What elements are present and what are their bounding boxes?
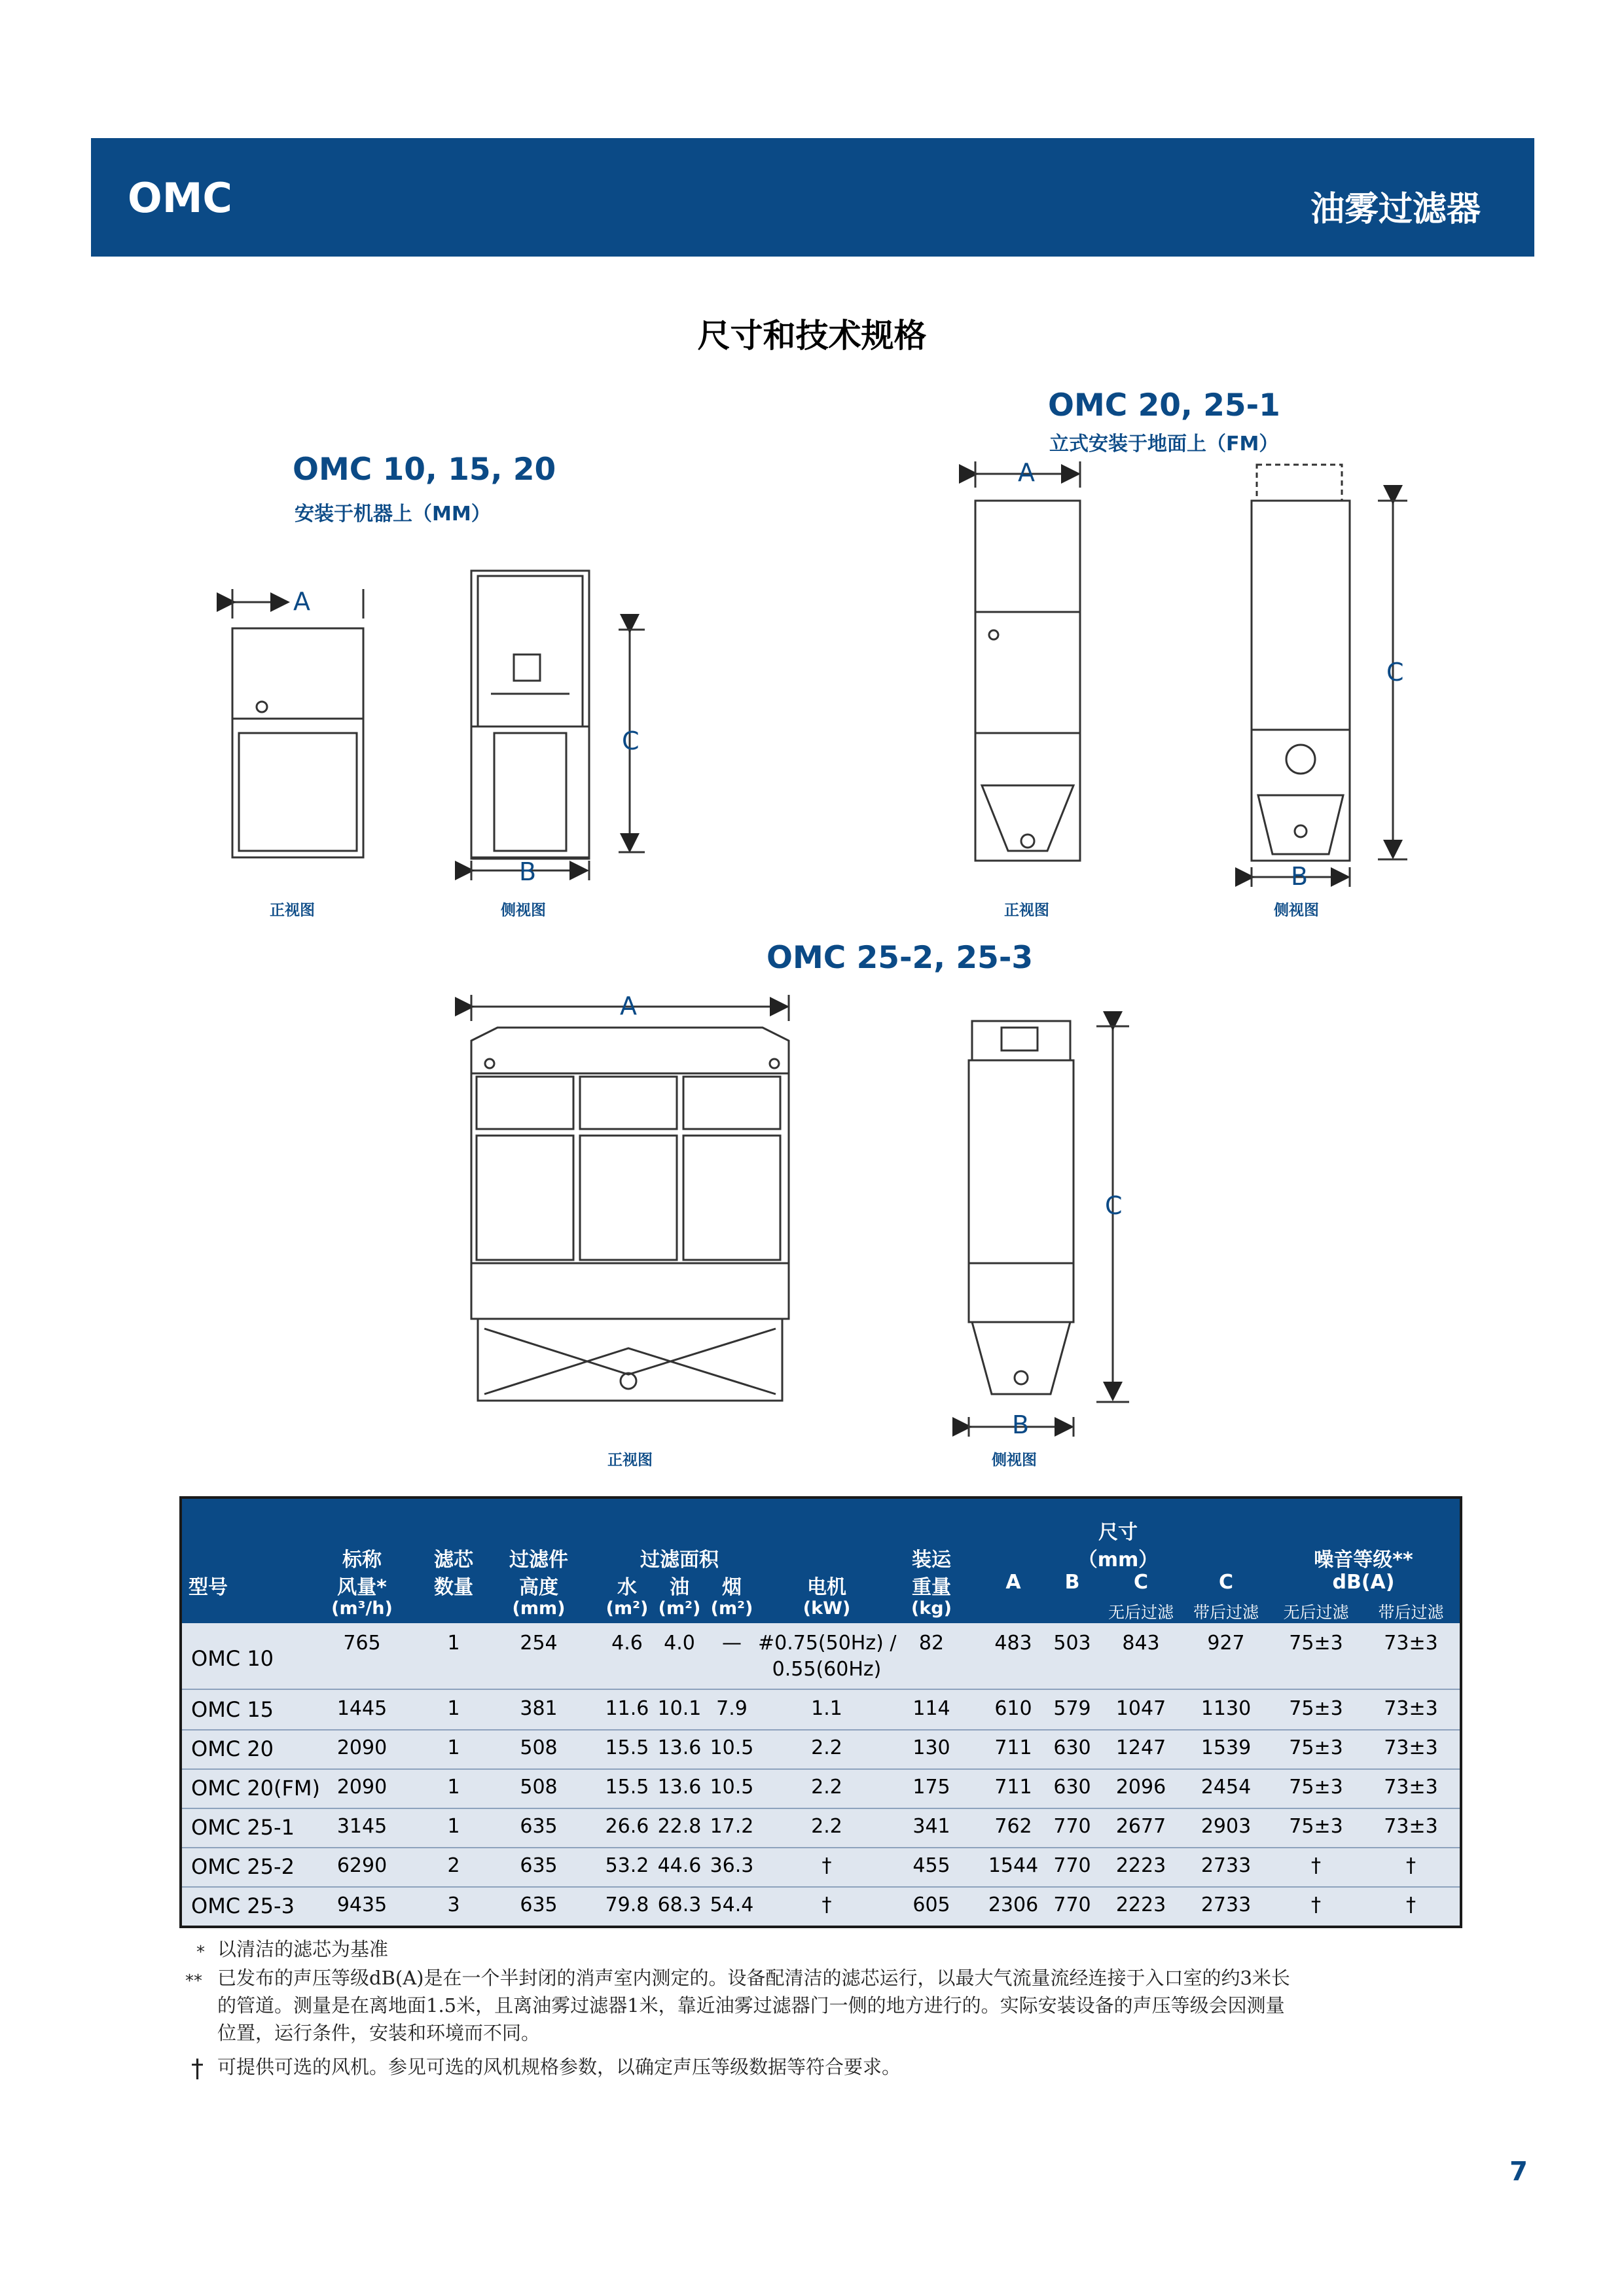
cell-weight: 455 — [912, 1854, 950, 1877]
cell-airflow: 765 — [343, 1632, 381, 1655]
footnote-3: 可提供可选的风机。参见可选的风机规格参数，以确定声压等级数据等符合要求。 — [217, 2056, 901, 2078]
cell-oil: 22.8 — [657, 1815, 702, 1838]
th-motor-2: (kW) — [803, 1598, 851, 1619]
cell-height: 254 — [520, 1632, 558, 1655]
cell-c2: 2733 — [1200, 1854, 1252, 1877]
cell-smoke: — — [722, 1632, 742, 1655]
group-title-mm: OMC 10, 15, 20 — [293, 452, 556, 488]
cell-n1: 75±3 — [1289, 1776, 1343, 1799]
footnote-2-mark: ** — [185, 1971, 202, 1991]
fm-side-view — [1252, 465, 1350, 861]
cell-oil: 13.6 — [657, 1736, 702, 1759]
cell-motor: 2.2 — [811, 1815, 842, 1838]
cell-c2: 927 — [1207, 1632, 1245, 1655]
cell-model: OMC 20(FM) — [191, 1776, 321, 1801]
cell-filters: 1 — [447, 1697, 460, 1720]
cell-c2: 2903 — [1200, 1815, 1252, 1838]
cell-n2: 73±3 — [1384, 1815, 1438, 1838]
footnote-1-mark: * — [196, 1943, 205, 1962]
cell-oil: 44.6 — [657, 1854, 702, 1877]
category-label: 油雾过滤器 — [1310, 190, 1481, 229]
footnote-2-line-2: 的管道。测量是在离地面1.5米，且离油雾过滤器1米，靠近油雾过滤器门一侧的地方进行的。实际安装设备的声压等级会因测量 — [217, 1994, 1285, 2017]
cell-a: 483 — [994, 1632, 1032, 1655]
cell-motor: 2.2 — [811, 1776, 842, 1799]
cell-n2: † — [1406, 1854, 1416, 1877]
row-divider — [182, 1768, 1460, 1770]
cell-c2: 1130 — [1200, 1697, 1252, 1720]
th-filters-1: 滤芯 — [434, 1549, 473, 1571]
cell-b: 503 — [1053, 1632, 1091, 1655]
cell-oil: 68.3 — [657, 1893, 702, 1916]
footnote-1: 以清洁的滤芯为基准 — [217, 1938, 389, 1960]
cell-height: 508 — [520, 1736, 558, 1759]
th-weight-2: 重量 — [912, 1576, 951, 1599]
cell-model: OMC 25-2 — [191, 1854, 295, 1879]
cell-c1: 2223 — [1115, 1893, 1166, 1916]
dim-b-multi: B — [1012, 1410, 1030, 1439]
table-header — [182, 1499, 1460, 1623]
cell-c1: 2677 — [1115, 1815, 1166, 1838]
cell-c1: 1047 — [1115, 1697, 1166, 1720]
cell-model: OMC 10 — [191, 1646, 274, 1671]
cell-a: 711 — [994, 1736, 1032, 1759]
cell-filters: 1 — [447, 1815, 460, 1838]
cell-smoke: 54.4 — [710, 1893, 754, 1916]
dim-a-multi: A — [620, 992, 637, 1020]
dim-a-fm: A — [1018, 458, 1035, 487]
th-noise-2: dB(A) — [1332, 1571, 1395, 1594]
cell-weight: 82 — [918, 1632, 945, 1655]
mm-front-view — [232, 628, 363, 857]
view-label-fm-front: 正视图 — [1004, 902, 1049, 919]
cell-airflow: 9435 — [336, 1893, 388, 1916]
fm-front-view — [975, 501, 1080, 861]
cell-model: OMC 15 — [191, 1697, 274, 1722]
footnote-2-line-3: 位置，运行条件，安装和环境而不同。 — [217, 2022, 541, 2044]
th-filters-2: 数量 — [434, 1576, 473, 1599]
th-motor-1: 电机 — [807, 1576, 846, 1599]
cell-filters: 2 — [447, 1854, 460, 1877]
th-area: 过滤面积 — [640, 1549, 719, 1571]
row-divider — [182, 1689, 1460, 1690]
page-number: 7 — [1509, 2157, 1528, 2187]
cell-filters: 1 — [447, 1736, 460, 1759]
cell-c2: 2733 — [1200, 1893, 1252, 1916]
cell-water: 53.2 — [605, 1854, 649, 1877]
cell-c1: 843 — [1122, 1632, 1160, 1655]
th-weight-1: 装运 — [912, 1549, 951, 1571]
th-model: 型号 — [189, 1576, 228, 1599]
mm-side-view — [471, 571, 589, 859]
cell-c1: 1247 — [1115, 1736, 1166, 1759]
spec-table — [179, 1496, 1462, 1928]
cell-n2: 73±3 — [1384, 1736, 1438, 1759]
cell-a: 1544 — [988, 1854, 1039, 1877]
footnote-2-line-1: 已发布的声压等级dB(A)是在一个半封闭的消声室内测定的。设备配清洁的滤芯运行，以最大气流量流经连接于入口室的约3米长 — [217, 1967, 1290, 1989]
cell-n1: † — [1311, 1854, 1321, 1877]
cell-weight: 175 — [912, 1776, 950, 1799]
th-area-unit-1: (m²) — [605, 1598, 649, 1619]
cell-filters: 1 — [447, 1632, 460, 1655]
th-col-c2: C — [1218, 1571, 1234, 1594]
cell-motor: 2.2 — [811, 1736, 842, 1759]
cell-n1: 75±3 — [1289, 1736, 1343, 1759]
view-label-multi-front: 正视图 — [607, 1452, 653, 1469]
cell-c1: 2096 — [1115, 1776, 1166, 1799]
group-subtitle-mm: 安装于机器上（MM） — [295, 503, 491, 526]
cell-water: 11.6 — [605, 1697, 649, 1720]
cell-weight: 130 — [912, 1736, 950, 1759]
group-title-multi: OMC 25-2, 25-3 — [767, 940, 1034, 976]
cell-b: 770 — [1053, 1854, 1091, 1877]
brand-label: OMC — [128, 174, 232, 222]
cell-height: 635 — [520, 1815, 558, 1838]
th-noise-with: 带后过滤 — [1378, 1603, 1444, 1622]
cell-filters: 3 — [447, 1893, 460, 1916]
cell-water: 79.8 — [605, 1893, 649, 1916]
dim-c-fm: C — [1386, 658, 1404, 687]
cell-height: 635 — [520, 1893, 558, 1916]
cell-weight: 114 — [912, 1697, 950, 1720]
group-title-fm: OMC 20, 25-1 — [1048, 387, 1280, 423]
cell-oil: 10.1 — [657, 1697, 702, 1720]
cell-smoke: 10.5 — [710, 1776, 754, 1799]
section-title: 尺寸和技术规格 — [697, 317, 927, 355]
th-noise-no: 无后过滤 — [1283, 1603, 1349, 1622]
group-subtitle-fm: 立式安装于地面上（FM） — [1049, 433, 1279, 456]
dim-a-mm: A — [293, 587, 310, 616]
th-height-3: (mm) — [512, 1598, 566, 1619]
cell-b: 630 — [1053, 1736, 1091, 1759]
cell-airflow: 6290 — [336, 1854, 388, 1877]
cell-smoke: 7.9 — [716, 1697, 748, 1720]
th-airflow-2: 风量* — [337, 1576, 387, 1599]
cell-a: 610 — [994, 1697, 1032, 1720]
cell-a: 762 — [994, 1815, 1032, 1838]
cell-motor-2: 0.55(60Hz) — [772, 1658, 882, 1681]
th-area-water: 水 — [617, 1576, 637, 1599]
view-label-multi-side: 侧视图 — [992, 1452, 1037, 1469]
cell-oil: 13.6 — [657, 1776, 702, 1799]
cell-height: 381 — [520, 1697, 558, 1720]
cell-n2: 73±3 — [1384, 1632, 1438, 1655]
cell-motor: #0.75(50Hz) / — [758, 1632, 897, 1655]
cell-n1: † — [1311, 1893, 1321, 1916]
cell-a: 711 — [994, 1776, 1032, 1799]
cell-airflow: 1445 — [336, 1697, 388, 1720]
cell-smoke: 17.2 — [710, 1815, 754, 1838]
cell-smoke: 36.3 — [710, 1854, 754, 1877]
cell-model: OMC 25-1 — [191, 1815, 295, 1840]
dim-b-fm: B — [1291, 862, 1308, 891]
cell-smoke: 10.5 — [710, 1736, 754, 1759]
row-divider — [182, 1847, 1460, 1848]
th-height-1: 过滤件 — [509, 1549, 568, 1571]
th-noise-1: 噪音等级** — [1314, 1549, 1413, 1571]
row-divider — [182, 1886, 1460, 1888]
cell-n1: 75±3 — [1289, 1632, 1343, 1655]
cell-b: 770 — [1053, 1893, 1091, 1916]
view-label-mm-side: 侧视图 — [501, 902, 546, 919]
th-airflow-3: (m³/h) — [331, 1598, 393, 1619]
cell-motor: † — [821, 1854, 832, 1877]
cell-water: 15.5 — [605, 1776, 649, 1799]
cell-c2: 1539 — [1200, 1736, 1252, 1759]
cell-n2: 73±3 — [1384, 1697, 1438, 1720]
cell-motor: 1.1 — [811, 1697, 842, 1720]
th-airflow-1: 标称 — [342, 1549, 382, 1571]
cell-height: 508 — [520, 1776, 558, 1799]
cell-n2: 73±3 — [1384, 1776, 1438, 1799]
th-c-no: 无后过滤 — [1108, 1603, 1174, 1622]
th-col-c1: C — [1133, 1571, 1149, 1594]
th-height-2: 高度 — [519, 1576, 558, 1599]
row-divider — [182, 1808, 1460, 1809]
cell-b: 770 — [1053, 1815, 1091, 1838]
cell-airflow: 2090 — [336, 1776, 388, 1799]
cell-oil: 4.0 — [664, 1632, 695, 1655]
cell-n2: † — [1406, 1893, 1416, 1916]
view-label-fm-side: 侧视图 — [1274, 902, 1319, 919]
th-area-unit-3: (m²) — [710, 1598, 753, 1619]
cell-b: 579 — [1053, 1697, 1091, 1720]
cell-n1: 75±3 — [1289, 1815, 1343, 1838]
dim-c-mm: C — [622, 726, 640, 755]
cell-height: 635 — [520, 1854, 558, 1877]
dim-b-mm: B — [519, 857, 537, 886]
cell-water: 4.6 — [611, 1632, 643, 1655]
cell-n1: 75±3 — [1289, 1697, 1343, 1720]
cell-weight: 341 — [912, 1815, 950, 1838]
row-divider — [182, 1729, 1460, 1731]
th-area-unit-2: (m²) — [658, 1598, 701, 1619]
th-area-smoke: 烟 — [722, 1576, 742, 1599]
cell-a: 2306 — [988, 1893, 1039, 1916]
cell-airflow: 3145 — [336, 1815, 388, 1838]
footnote-3-mark: † — [191, 2054, 204, 2083]
th-size-1: 尺寸 — [1098, 1521, 1138, 1544]
th-weight-3: (kg) — [911, 1598, 952, 1619]
cell-b: 630 — [1053, 1776, 1091, 1799]
multi-side-view — [969, 1021, 1074, 1394]
cell-c1: 2223 — [1115, 1854, 1166, 1877]
th-col-a: A — [1005, 1571, 1021, 1594]
cell-water: 26.6 — [605, 1815, 649, 1838]
th-c-with: 带后过滤 — [1193, 1603, 1259, 1622]
multi-front-view — [471, 1028, 789, 1401]
dim-c-multi: C — [1105, 1191, 1123, 1220]
cell-water: 15.5 — [605, 1736, 649, 1759]
cell-model: OMC 20 — [191, 1736, 274, 1761]
view-label-mm-front: 正视图 — [270, 902, 315, 919]
th-size-2: （mm） — [1077, 1549, 1159, 1571]
cell-weight: 605 — [912, 1893, 950, 1916]
th-area-oil: 油 — [670, 1576, 689, 1599]
th-col-b: B — [1064, 1571, 1080, 1594]
cell-motor: † — [821, 1893, 832, 1916]
cell-airflow: 2090 — [336, 1736, 388, 1759]
cell-c2: 2454 — [1200, 1776, 1252, 1799]
cell-model: OMC 25-3 — [191, 1893, 295, 1918]
cell-filters: 1 — [447, 1776, 460, 1799]
